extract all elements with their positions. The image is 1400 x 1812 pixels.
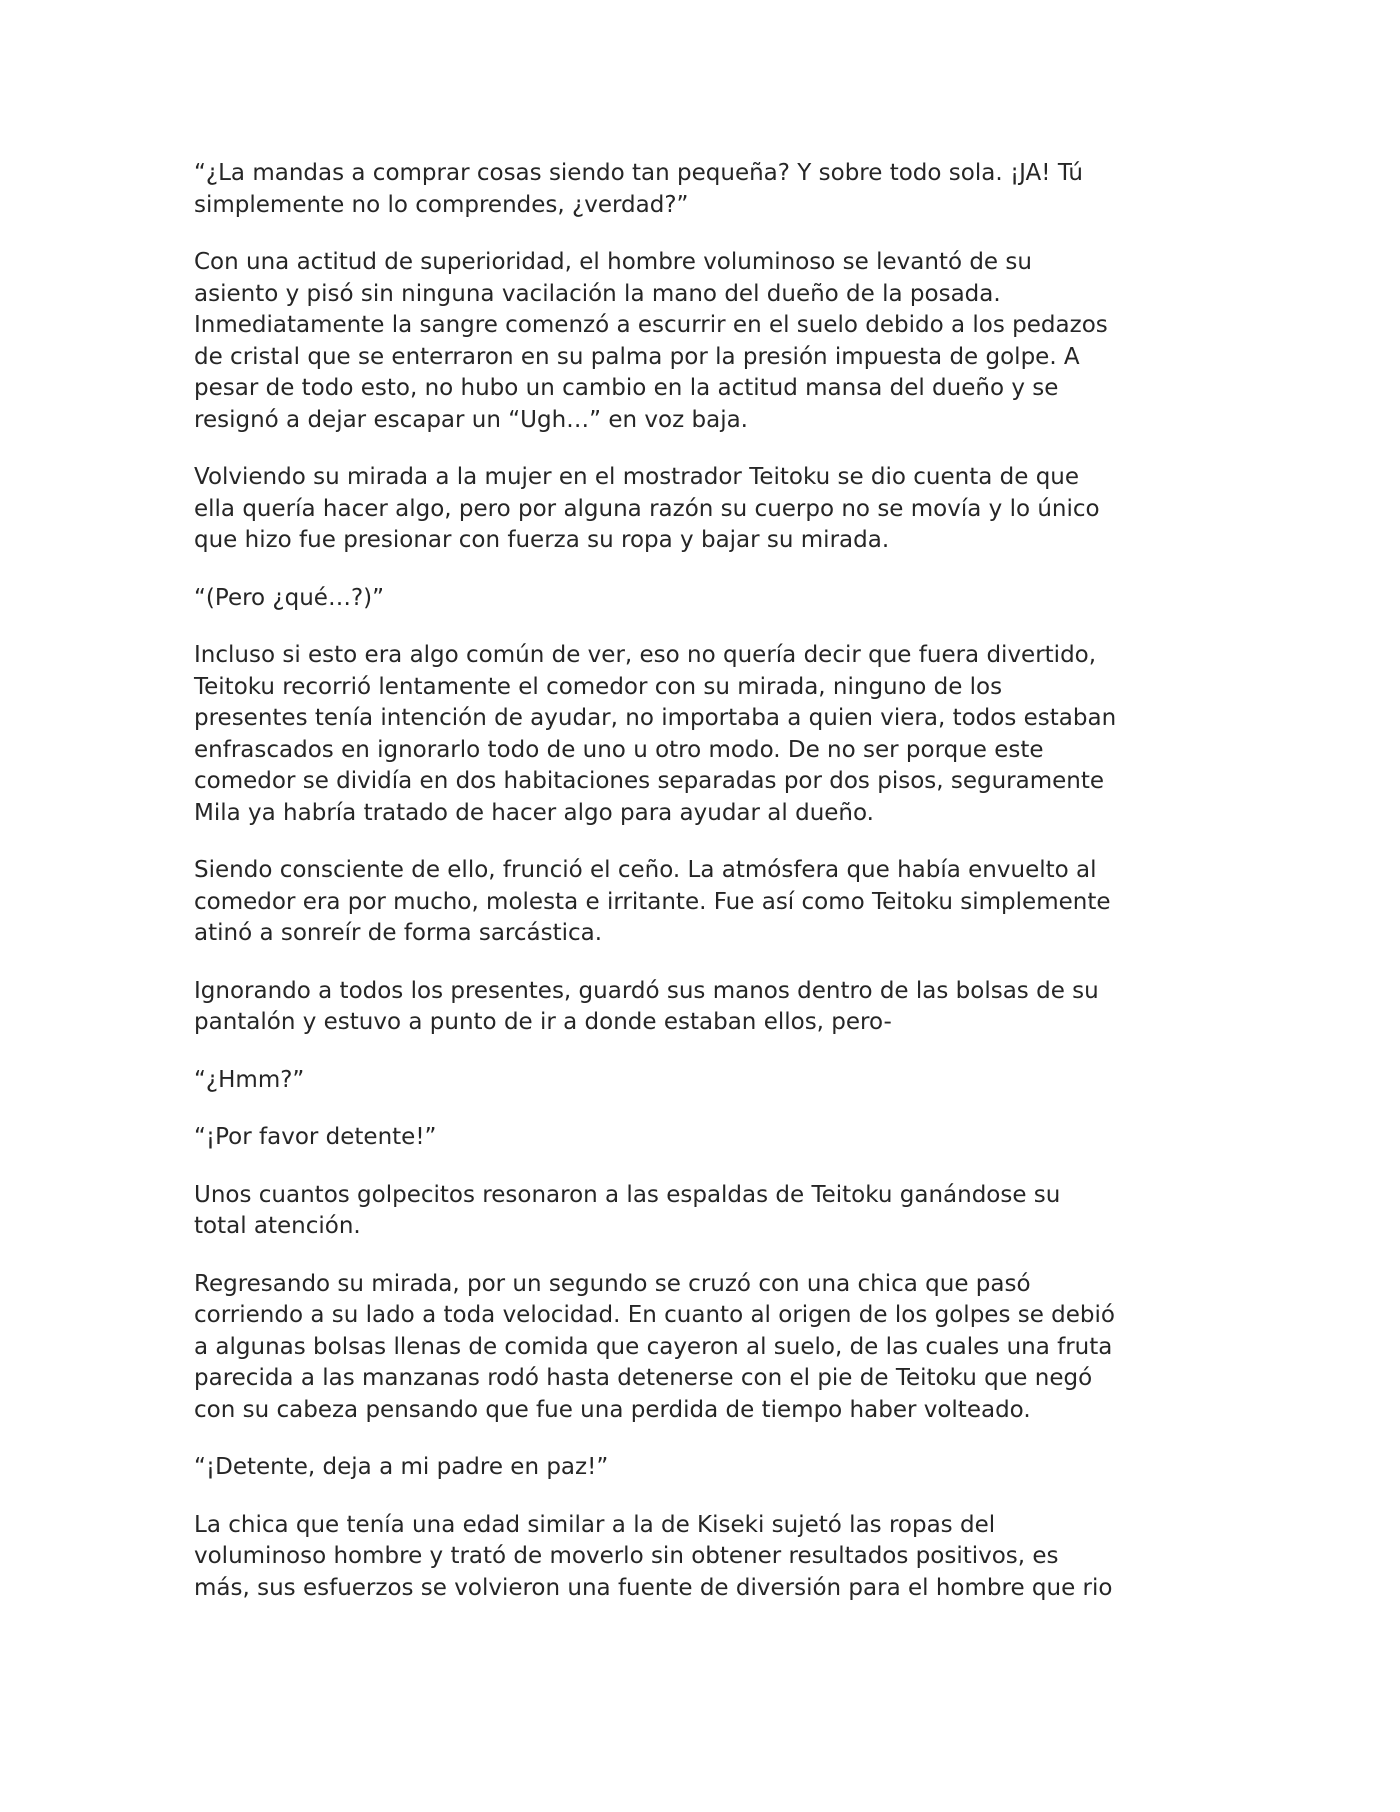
paragraph: “¡Por favor detente!”: [194, 1124, 437, 1150]
document-page: [194, 158, 1212, 1630]
paragraph: “¿Hmm?”: [194, 1066, 305, 1093]
paragraph: Unos cuantos golpecitos resonaron a las espaldas de Teitoku ganándose su total atención.: [194, 1181, 1061, 1239]
paragraph: Con una actitud de superioridad, el hombre voluminoso se levantó de su asiento y pisó sin ninguna vacilación la mano del dueño de la posada. Inmediatamente la sangre comenzó a escurrir en el suelo debido a los pedazos de cristal que se enterraron en su palma por la presión impuesta de golpe. A pesar de todo esto, no hubo un cambio en la actitud mansa del dueño y se resignó a dejar escapar un “Ugh…” en voz baja.: [194, 249, 1108, 433]
paragraph: Ignorando a todos los presentes, guardó sus manos dentro de las bolsas de su pantalón y estuvo a punto de ir a donde estaban ellos, pero-: [194, 977, 1099, 1035]
paragraph: “¡Detente, deja a mi padre en paz!”: [194, 1454, 609, 1480]
paragraph: Regresando su mirada, por un segundo se cruzó con una chica que pasó corriendo a su lado a toda velocidad. En cuanto al origen de los golpes se debió a algunas bolsas llenas de comida que cayeron al suelo, de las cuales una fruta parecida a las manzanas rodó hasta detenerse con el pie de Teitoku que negó con su cabeza pensando que fue una perdida de tiempo haber volteado.: [194, 1270, 1115, 1423]
paragraph: Incluso si esto era algo común de ver, eso no quería decir que fuera divertido, Teitoku recorrió lentamente el comedor con su mirada, ninguno de los presentes tenía intención de ayudar, no importaba a quien viera, todos estaban enfrascados en ignorarlo todo de uno u otro modo. De no ser porque este comedor se dividía en dos habitaciones separadas por dos pisos, seguramente Mila ya habría tratado de hacer algo para ayudar al dueño.: [194, 642, 1117, 826]
paragraph: La chica que tenía una edad similar a la de Kiseki sujetó las ropas del voluminoso hombre y trató de moverlo sin obtener resultados positivos, es más, sus esfuerzos se volvieron una fuente de diversión para el hombre que rio: [194, 1511, 1113, 1601]
paragraph: Volviendo su mirada a la mujer en el mostrador Teitoku se dio cuenta de que ella quería hacer algo, pero por alguna razón su cuerpo no se movía y lo único que hizo fue presionar con fuerza su ropa y bajar su mirada.: [194, 464, 1100, 553]
paragraph: “¿La mandas a comprar cosas siendo tan pequeña? Y sobre todo sola. ¡JA! Tú simplemente no lo comprendes, ¿verdad?”: [194, 160, 1083, 218]
paragraph: Siendo consciente de ello, frunció el ceño. La atmósfera que había envuelto al comedor era por mucho, molesta e irritante. Fue así como Teitoku simplemente atinó a sonreír de forma sarcástica.: [194, 857, 1111, 946]
paragraph: “(Pero ¿qué…?)”: [194, 584, 385, 611]
